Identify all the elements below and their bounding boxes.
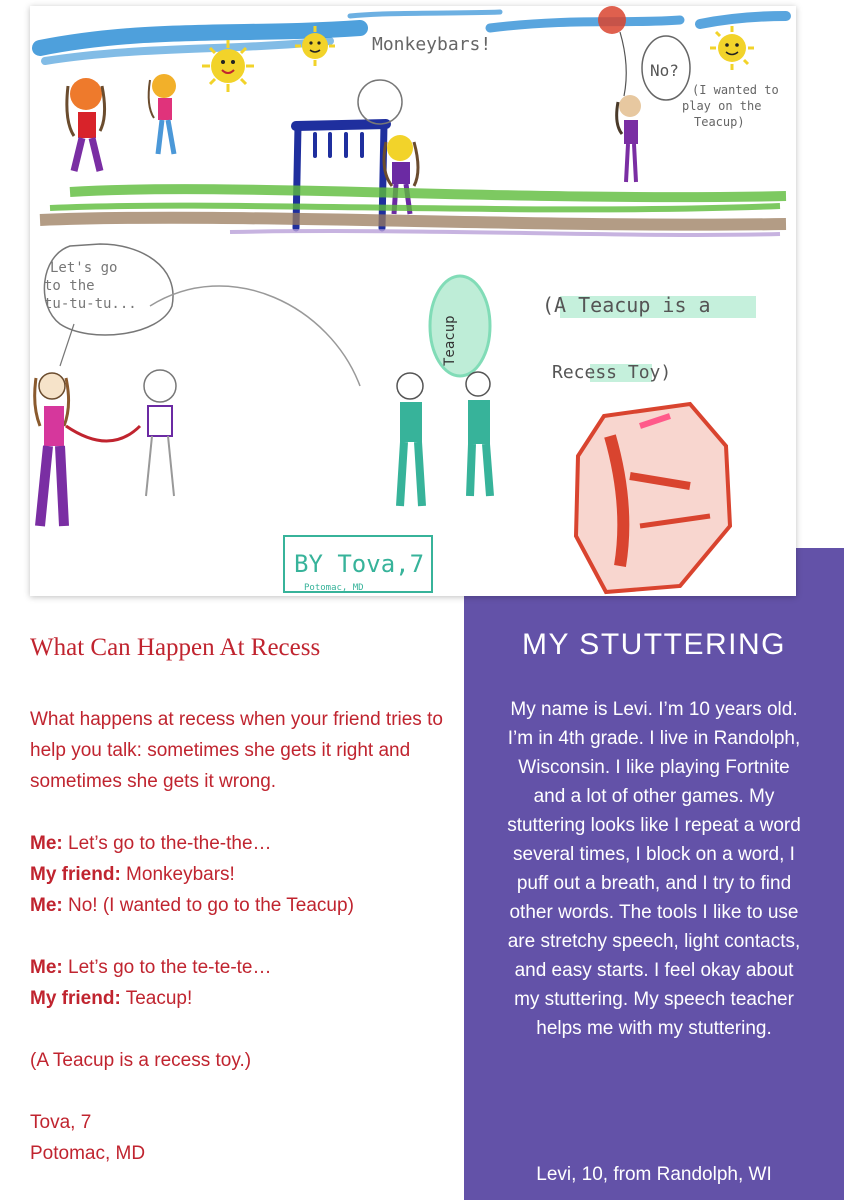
sidebar-body: My name is Levi. I’m 10 years old. I’m in 4th grade. I live in Randolph, Wisconsin. I like playing Fortnite and a lot of other games. My stuttering looks like I repeat a word several times, I block on a word, I puff out a breath, and I try to find other words. The tools I like to use are stretchy speech, light contacts, and easy starts. I feel okay about my stuttering. My speech teacher helps me with my stuttering. — [507, 699, 801, 1039]
dialogue-line — [30, 859, 450, 890]
line: Let’s go to the-the-the… — [62, 833, 272, 854]
label-lets-go-3: tu-tu-tu... — [44, 296, 137, 312]
girl-figure — [67, 78, 105, 171]
dialogue-line — [30, 828, 450, 859]
girl-figure — [35, 373, 69, 526]
speaker: Me: — [30, 833, 63, 854]
girl-figure — [384, 135, 418, 214]
line: Let’s go to the te-te-te… — [62, 957, 272, 978]
girl-figure — [149, 74, 176, 154]
sidebar-signature: Levi, 10, from Randolph, WI — [536, 1164, 772, 1185]
author-name: Tova, 7 — [30, 1112, 92, 1133]
speaker: My friend: — [30, 864, 121, 885]
label-teacup-note-2: Recess Toy) — [552, 362, 672, 383]
label-teacup-bubble: Teacup — [442, 315, 458, 366]
author-place: Potomac, MD — [30, 1143, 146, 1164]
line: Monkeybars! — [120, 864, 235, 885]
grass — [70, 189, 786, 197]
line: Teacup! — [120, 988, 193, 1009]
label-teacup-note-1: (A Teacup is a — [542, 293, 711, 317]
sun-icon — [710, 26, 754, 70]
label-signature-2: Potomac, MD — [304, 583, 364, 593]
label-monkeybars: Monkeybars! — [372, 34, 492, 55]
girl-figure — [466, 372, 490, 496]
child-drawing — [30, 6, 796, 596]
label-wanted-3: Teacup) — [694, 115, 745, 129]
label-wanted-1: (I wanted to — [692, 83, 779, 97]
line: No! (I wanted to go to the Teacup) — [62, 895, 354, 916]
speaker: Me: — [30, 895, 63, 916]
label-wanted-2: play on the — [682, 99, 762, 113]
teacup-bubble — [430, 276, 490, 376]
teacup-toy-drawing — [576, 404, 730, 592]
label-no: No? — [650, 61, 679, 80]
balloon-icon — [598, 6, 626, 34]
speaker: Me: — [30, 957, 63, 978]
dirt — [40, 218, 786, 225]
girl-figure — [617, 95, 641, 182]
girl-figure — [144, 370, 176, 496]
label-lets-go-2: to the — [44, 278, 95, 294]
dialogue-line — [30, 952, 450, 983]
label-lets-go-1: Let's go — [50, 260, 118, 276]
dialogue-line — [30, 983, 450, 1014]
article-title: What Can Happen At Recess — [30, 634, 321, 661]
article-intro: What happens at recess when your friend tries to help you talk: sometimes she gets it right and sometimes she gets it wrong. — [30, 709, 443, 792]
article-note: (A Teacup is a recess toy.) — [30, 1050, 252, 1071]
article — [30, 628, 450, 1169]
label-signature-1: BY Tova,7 — [294, 550, 425, 578]
monkeybars-drawing — [296, 124, 386, 228]
dialogue-line — [30, 890, 450, 921]
girl-figure — [397, 373, 423, 506]
sidebar-title: MY STUTTERING — [522, 628, 786, 661]
speaker: My friend: — [30, 988, 121, 1009]
